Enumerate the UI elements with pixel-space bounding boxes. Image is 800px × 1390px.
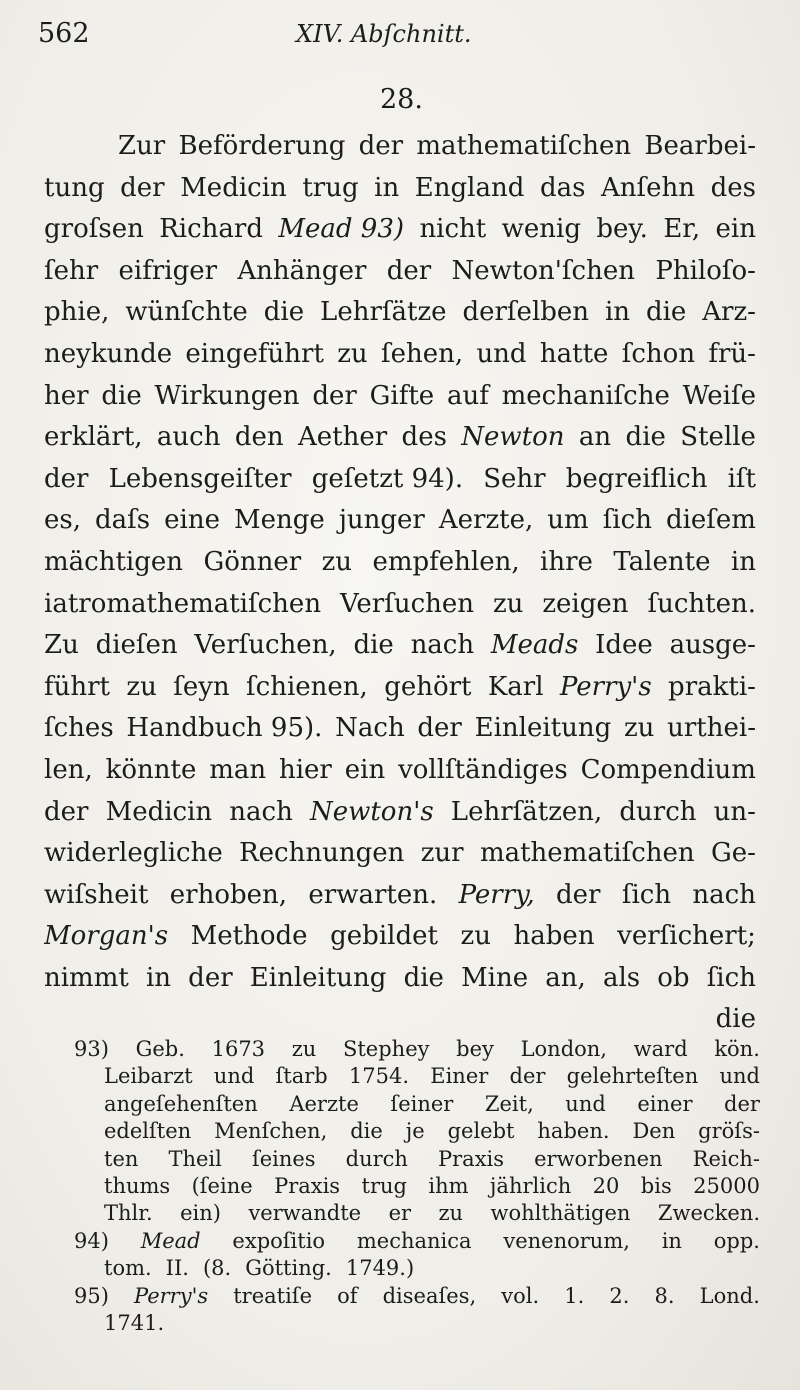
- word: bey.: [596, 214, 648, 245]
- footnote-word: ten: [104, 1146, 139, 1171]
- footnote-line: [74, 1200, 760, 1227]
- text-line: [44, 667, 756, 709]
- word: Methode: [190, 921, 308, 952]
- footnote-word: Geb.: [135, 1037, 185, 1061]
- word: die: [353, 630, 394, 661]
- word: Menge: [234, 505, 325, 536]
- text-line: [44, 625, 756, 667]
- footnote-word: Leibarzt: [104, 1064, 193, 1089]
- footnote-word: Perry's: [134, 1283, 209, 1308]
- footnote-word: thums: [104, 1173, 171, 1198]
- word: eingeführt: [185, 338, 324, 369]
- footnote-word: einer: [637, 1091, 693, 1116]
- word: Ge-: [711, 838, 756, 869]
- footnote-word: bey: [456, 1037, 494, 1061]
- word: Meads: [490, 630, 579, 661]
- text-line: [44, 750, 756, 792]
- word: Talente: [613, 546, 711, 577]
- word: der: [120, 172, 165, 203]
- word: Gönner: [203, 546, 302, 577]
- word: die: [625, 422, 666, 453]
- word: Lebensgeiſter: [108, 463, 292, 494]
- word: Richard: [159, 214, 263, 245]
- footnote-word: in: [661, 1228, 682, 1253]
- footnote-word: Thlr.: [104, 1201, 153, 1226]
- word: Idee: [595, 630, 653, 661]
- footnote-word: Zwecken.: [657, 1201, 760, 1226]
- word: erhoben,: [169, 879, 288, 910]
- word: Bearbei-: [644, 131, 756, 161]
- footnote-word: ſeiner: [390, 1091, 454, 1116]
- word: die: [101, 380, 142, 411]
- word: zu: [460, 921, 491, 952]
- footnote-word: und: [565, 1091, 606, 1116]
- word: zu: [321, 546, 353, 577]
- word: ſehr: [44, 255, 99, 286]
- word: Anhänger: [237, 255, 367, 286]
- word: des: [710, 172, 756, 203]
- section-number: 28.: [380, 84, 423, 115]
- footnote-word: gelebt: [447, 1119, 515, 1144]
- word: man: [209, 754, 267, 785]
- word: begreiflich: [565, 463, 708, 494]
- word: Nach: [335, 713, 405, 744]
- word: neykunde: [44, 338, 173, 369]
- footnote-word: venenorum,: [503, 1228, 630, 1253]
- word: groſsen: [44, 214, 144, 245]
- word: Einleitung: [249, 962, 387, 993]
- word: ſich: [602, 505, 652, 536]
- word: der: [188, 962, 233, 993]
- word: nimmt: [44, 962, 129, 993]
- footnote-word: Götting.: [245, 1256, 332, 1281]
- word: England: [414, 172, 525, 203]
- text-line: [44, 792, 756, 834]
- footnote-word: mechanica: [356, 1228, 472, 1253]
- word: geſetzt 94).: [311, 463, 464, 494]
- word: Newton'ſchen: [451, 255, 635, 286]
- word: daſs: [95, 505, 151, 536]
- footnote-word: Den: [632, 1119, 676, 1144]
- text-line: [44, 209, 756, 251]
- word: das: [539, 172, 586, 203]
- footnote-word: ward: [633, 1037, 688, 1061]
- footnote-word: Einer: [430, 1064, 489, 1089]
- text-line: [44, 584, 756, 626]
- word: Er,: [663, 214, 701, 245]
- word: die: [403, 962, 444, 993]
- footnote-word: Lond.: [699, 1283, 760, 1308]
- word: frü-: [708, 338, 756, 369]
- footnote-word: der: [724, 1091, 760, 1116]
- text-line: [44, 459, 756, 501]
- word: widerlegliche: [44, 838, 223, 869]
- word: ausge-: [669, 630, 756, 661]
- text-line: [44, 999, 756, 1041]
- word: Arz-: [702, 297, 756, 328]
- word: zu: [492, 588, 524, 619]
- text-line: [44, 958, 756, 1000]
- word: eine: [164, 505, 220, 536]
- footnote-word: London,: [520, 1037, 607, 1061]
- word: mathematiſchen: [416, 131, 632, 161]
- word: Stelle: [680, 422, 756, 453]
- footnote-word: tom.: [104, 1256, 152, 1281]
- word: nicht: [419, 214, 487, 245]
- footnote-word: 93): [74, 1037, 109, 1061]
- footnote-word: expoſitio: [232, 1228, 326, 1253]
- footnote-word: Aerzte: [289, 1091, 359, 1116]
- word: Aether: [298, 422, 388, 453]
- word: Newton's: [309, 796, 434, 827]
- word: Philoſo-: [655, 255, 756, 286]
- word: als: [602, 962, 641, 993]
- word: die: [645, 297, 687, 328]
- footnote-word: ihm: [428, 1173, 469, 1198]
- word: Lehrſätzen,: [450, 796, 603, 827]
- word: des: [401, 422, 447, 453]
- word: dieſen: [95, 630, 178, 661]
- word: mächtigen: [44, 546, 184, 577]
- text-line: [44, 916, 756, 958]
- word: ſeyn: [173, 671, 230, 702]
- footnote-word: Zeit,: [484, 1091, 534, 1116]
- word: Medicin: [180, 172, 287, 203]
- footnote-word: und: [719, 1064, 760, 1089]
- word: in: [145, 962, 172, 993]
- footnote-word: ein): [180, 1201, 221, 1226]
- word: gehört: [384, 671, 472, 702]
- footnote-word: haben.: [537, 1119, 610, 1144]
- word: Mead 93): [278, 214, 405, 245]
- word: phie,: [44, 297, 110, 328]
- footnote-word: (ſeine: [191, 1173, 253, 1198]
- footnote-word: Reich-: [692, 1146, 760, 1171]
- page-header: [38, 18, 758, 58]
- word: Verſuchen,: [194, 630, 337, 661]
- word: der: [44, 796, 89, 827]
- word: es,: [44, 505, 81, 536]
- word: ſich: [621, 879, 672, 910]
- word: ihre: [540, 546, 593, 577]
- word: Lehrſätze: [320, 297, 447, 328]
- footnote-word: der: [509, 1064, 546, 1089]
- word: Verſuchen: [340, 588, 475, 619]
- word: ſehen,: [380, 338, 464, 369]
- footnote-line: [74, 1091, 760, 1118]
- footnote-word: trug: [361, 1173, 407, 1198]
- word: Perry,: [458, 879, 535, 910]
- word: zu: [337, 338, 368, 369]
- footnote-word: erworbenen: [534, 1146, 663, 1171]
- footnote-word: gelehrteſten: [566, 1064, 699, 1089]
- word: dieſem: [665, 505, 756, 536]
- footnote-word: Stephey: [342, 1037, 430, 1061]
- word: Morgan's: [44, 921, 169, 952]
- footnote-word: opp.: [713, 1228, 760, 1253]
- word: Zu: [44, 630, 79, 661]
- text-line: [44, 168, 756, 210]
- word: ſchon: [621, 338, 696, 369]
- word: urthei-: [667, 713, 756, 744]
- word: nach: [692, 879, 756, 910]
- footnote-word: 8.: [654, 1283, 675, 1308]
- word: vollſtändiges: [398, 754, 568, 785]
- word: erklärt,: [44, 422, 143, 453]
- word: der: [556, 879, 601, 910]
- footnote-line: [74, 1228, 760, 1255]
- footnote-word: jährlich: [489, 1173, 572, 1198]
- word: zu: [126, 671, 157, 702]
- footnote-word: 20: [592, 1173, 620, 1198]
- footnote-word: zu: [291, 1037, 317, 1061]
- word: ein: [344, 754, 386, 785]
- footnote-line: [74, 1283, 760, 1310]
- footnote-word: ſeines: [251, 1146, 316, 1171]
- word: nach: [229, 796, 293, 827]
- word: Aerzte,: [438, 505, 534, 536]
- word: wiſsheit: [44, 879, 149, 910]
- text-line: [44, 833, 756, 875]
- word: eifriger: [118, 255, 218, 286]
- footnote-word: of: [337, 1283, 358, 1308]
- footnote-line: [74, 1118, 760, 1145]
- word: Sehr: [483, 463, 546, 494]
- footnote-word: durch: [345, 1146, 408, 1171]
- footnote-word: Theil: [168, 1146, 222, 1171]
- footnote-word: vol.: [501, 1283, 540, 1308]
- footnote-line: [74, 1063, 760, 1090]
- word: mathematiſchen: [479, 838, 695, 869]
- word: Einleitung: [474, 713, 612, 744]
- word: ſich: [706, 962, 756, 993]
- footnote-word: er: [388, 1201, 412, 1226]
- footnote-word: Menſchen,: [214, 1119, 328, 1144]
- footnote-word: gröſs-: [698, 1119, 760, 1144]
- footnote-word: je: [405, 1119, 425, 1144]
- word: der: [312, 380, 357, 411]
- word: empfehlen,: [372, 546, 520, 577]
- word: der: [358, 131, 404, 161]
- body-text: [44, 126, 756, 1041]
- text-line: [44, 708, 756, 750]
- word: ob: [657, 962, 690, 993]
- word: ſuchten.: [647, 588, 756, 619]
- word: her: [44, 380, 89, 411]
- word: Medicin: [105, 796, 213, 827]
- word: Weiſe: [682, 380, 756, 411]
- footnote-word: ſtarb: [275, 1064, 328, 1089]
- footnote-word: diseaſes,: [382, 1283, 477, 1308]
- word: iſt: [727, 463, 756, 494]
- text-line: [44, 334, 756, 376]
- word: Newton: [461, 422, 565, 453]
- text-line: [44, 376, 756, 418]
- footnote-line: [74, 1173, 760, 1200]
- word: Karl: [487, 671, 544, 702]
- word: hier: [278, 754, 332, 785]
- word: wünſchte: [125, 297, 248, 328]
- footnote-word: angeſehenſten: [104, 1091, 258, 1116]
- footnote-word: kön.: [714, 1037, 760, 1061]
- word: Rechnungen: [239, 838, 405, 869]
- word: durch: [619, 796, 697, 827]
- footnote-word: und: [213, 1064, 255, 1089]
- word: Handbuch 95).: [126, 713, 323, 744]
- word: Zur: [118, 131, 166, 161]
- page-number: 562: [38, 18, 90, 49]
- word: an: [578, 422, 612, 453]
- word: Perry's: [559, 671, 652, 702]
- footnote-word: 1741.: [104, 1310, 165, 1335]
- word: Wirkungen: [154, 380, 300, 411]
- word: zur: [420, 838, 464, 869]
- word: gebildet: [330, 921, 438, 952]
- word: in: [374, 172, 400, 203]
- word: könnte: [105, 754, 197, 785]
- running-title: XIV. Abſchnitt.: [296, 20, 472, 48]
- word: junger: [338, 505, 425, 536]
- word: trug: [302, 172, 359, 203]
- word: un-: [713, 796, 756, 827]
- footnote-word: Praxis: [274, 1173, 341, 1198]
- footnotes: [74, 1036, 760, 1337]
- word: ſches: [44, 713, 114, 744]
- text-line: [44, 417, 756, 459]
- word: auf: [446, 380, 489, 411]
- word: Mine: [461, 962, 529, 993]
- text-line: [44, 251, 756, 293]
- word: ſchienen,: [246, 671, 368, 702]
- word: um: [547, 505, 589, 536]
- word: der: [417, 713, 462, 744]
- word: und: [476, 338, 527, 369]
- footnote-word: 95): [74, 1283, 109, 1308]
- footnote-word: 94): [74, 1228, 109, 1253]
- word: in: [604, 297, 631, 328]
- footnote-word: 1.: [564, 1283, 585, 1308]
- footnote-word: 25000: [693, 1173, 760, 1198]
- text-line: [44, 292, 756, 334]
- word: die: [715, 1004, 756, 1035]
- footnote-line: [74, 1146, 760, 1173]
- word: Beförderung: [178, 131, 346, 161]
- word: haben: [513, 921, 595, 952]
- footnote-word: 1673: [211, 1037, 266, 1061]
- footnote-word: die: [350, 1119, 383, 1144]
- footnote-word: treatiſe: [233, 1283, 312, 1308]
- word: der: [44, 463, 89, 494]
- footnote-word: (8.: [202, 1256, 232, 1281]
- word: die: [263, 297, 305, 328]
- word: zeigen: [542, 588, 629, 619]
- word: verſichert;: [617, 921, 756, 952]
- word: führt: [44, 671, 110, 702]
- footnote-line: [74, 1036, 760, 1063]
- word: derſelben: [462, 297, 590, 328]
- word: der: [386, 255, 432, 286]
- word: wenig: [501, 214, 582, 245]
- footnote-line: [74, 1310, 760, 1337]
- word: iatromathematiſchen: [44, 588, 322, 619]
- footnote-word: II.: [165, 1256, 189, 1281]
- footnote-line: [74, 1255, 760, 1282]
- word: Compendium: [580, 754, 756, 785]
- footnote-word: wohlthätigen: [490, 1201, 631, 1226]
- text-line: [44, 500, 756, 542]
- word: mechaniſche: [501, 380, 670, 411]
- word: in: [730, 546, 756, 577]
- word: Gifte: [369, 380, 435, 411]
- word: an,: [545, 962, 586, 993]
- footnote-word: 1749.): [345, 1256, 415, 1281]
- word: nach: [410, 630, 475, 661]
- text-line: [44, 542, 756, 584]
- word: ein: [715, 214, 756, 245]
- footnote-word: 2.: [609, 1283, 630, 1308]
- footnote-word: Praxis: [438, 1146, 505, 1171]
- footnote-word: verwandte: [248, 1201, 362, 1226]
- word: hatte: [539, 338, 609, 369]
- footnote-word: bis: [640, 1173, 672, 1198]
- word: erwarten.: [308, 879, 438, 910]
- text-line: [44, 126, 756, 168]
- word: auch: [156, 422, 221, 453]
- footnote-word: edelſten: [104, 1119, 192, 1144]
- footnote-word: Mead: [140, 1228, 201, 1253]
- word: Anſehn: [601, 172, 696, 203]
- footnote-word: 1754.: [348, 1064, 410, 1089]
- word: zu: [623, 713, 655, 744]
- word: prakti-: [668, 671, 756, 702]
- word: tung: [44, 172, 105, 203]
- footnote-word: zu: [438, 1201, 464, 1226]
- word: len,: [44, 754, 93, 785]
- text-line: [44, 875, 756, 917]
- word: den: [234, 422, 284, 453]
